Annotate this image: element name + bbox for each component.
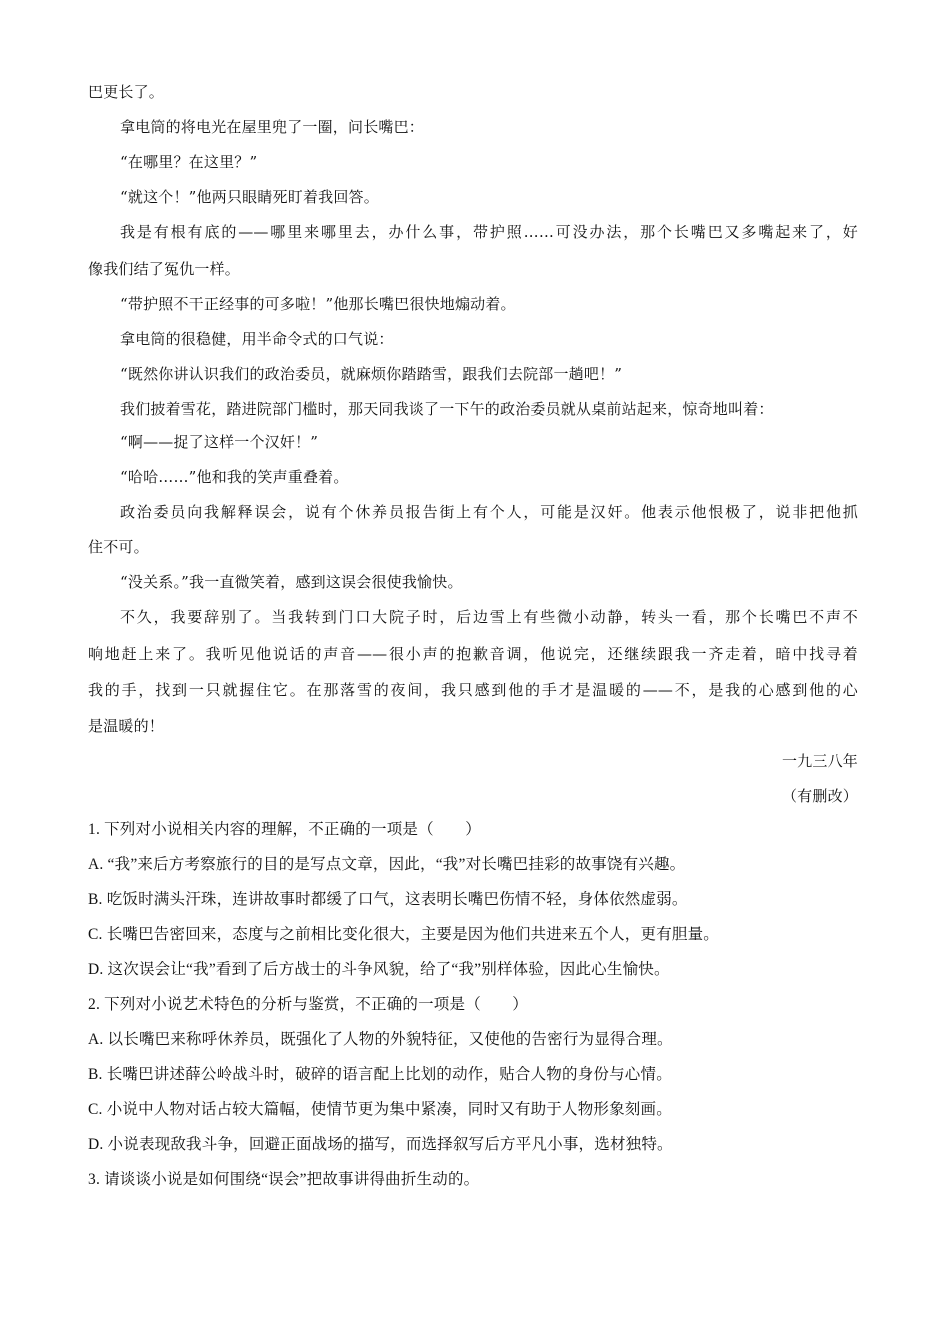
passage-line: 拿电筒的将电光在屋里兜了一圈，问长嘴巴：: [120, 118, 425, 136]
passage-line: 我们披着雪花，踏进院部门槛时，那天同我谈了一下午的政治委员就从桌前站起来，惊奇地叫着：: [120, 400, 774, 418]
passage-line: “没关系。”我一直微笑着，感到这误会很使我愉快。: [120, 573, 463, 591]
passage-line: 我的手，找到一只就握住它。在那落雪的夜间，我只感到他的手才是温暖的——不，是我的心感到他的心: [88, 681, 858, 699]
question-1-option-b: B. 吃饭时满头汗珠，连讲故事时都缓了口气，这表明长嘴巴伤情不轻，身体依然虚弱。: [88, 891, 688, 908]
passage-line: 巴更长了。: [88, 83, 165, 101]
passage-line: “啊——捉了这样一个汉奸！”: [120, 433, 319, 451]
passage-line: 响地赶上来了。我听见他说话的声音——很小声的抱歉音调，他说完，还继续跟我一齐走着，暗中找寻着: [88, 645, 858, 663]
question-2-option-b: B. 长嘴巴讲述薛公岭战斗时，破碎的语言配上比划的动作，贴合人物的身份与心情。: [88, 1066, 672, 1083]
passage-line: “就这个！”他两只眼睛死盯着我回答。: [120, 188, 379, 206]
passage-line: 像我们结了冤仇一样。: [88, 260, 241, 278]
passage-line: “既然你讲认识我们的政治委员，就麻烦你踏踏雪，跟我们去院部一趟吧！”: [120, 365, 623, 383]
passage-line: 我是有根有底的——哪里来哪里去，办什么事，带护照……可没办法，那个长嘴巴又多嘴起来了，好: [120, 223, 858, 241]
question-1-option-d: D. 这次误会让“我”看到了后方战士的斗争风貌，给了“我”别样体验，因此心生愉快。: [88, 961, 670, 978]
question-2-stem: 2. 下列对小说艺术特色的分析与鉴赏，不正确的一项是（ ）: [88, 996, 529, 1013]
question-1-stem: 1. 下列对小说相关内容的理解，不正确的一项是（ ）: [88, 821, 481, 838]
question-2-option-c: C. 小说中人物对话占较大篇幅，使情节更为集中紧凑，同时又有助于人物形象刻画。: [88, 1101, 672, 1118]
passage-source-note: （有删改）: [781, 787, 858, 805]
passage-line: 政治委员向我解释误会，说有个休养员报告街上有个人，可能是汉奸。他表示他恨极了，说非把他抓: [120, 503, 858, 521]
passage-line: 住不可。: [88, 538, 149, 556]
passage-line: “哈哈……”他和我的笑声重叠着。: [120, 468, 349, 486]
question-1-option-a: A. “我”来后方考察旅行的目的是写点文章，因此，“我”对长嘴巴挂彩的故事饶有兴趣。: [88, 856, 686, 873]
passage-line: “带护照不干正经事的可多啦！”他那长嘴巴很快地煽动着。: [120, 295, 516, 313]
passage-line: 不久，我要辞别了。当我转到门口大院子时，后边雪上有些微小动静，转头一看，那个长嘴巴不声不: [120, 608, 858, 626]
passage-line: 拿电筒的很稳健，用半命令式的口气说：: [120, 330, 394, 348]
question-1-option-c: C. 长嘴巴告密回来，态度与之前相比变化很大，主要是因为他们共进来五个人，更有胆量。: [88, 926, 719, 943]
passage-line: “在哪里？在这里？”: [120, 153, 258, 171]
question-2-option-d: D. 小说表现敌我斗争，回避正面战场的描写，而选择叙写后方平凡小事，选材独特。: [88, 1136, 673, 1153]
passage-date: 一九三八年: [781, 752, 858, 770]
question-2-option-a: A. 以长嘴巴来称呼休养员，既强化了人物的外貌特征，又使他的告密行为显得合理。: [88, 1031, 673, 1048]
passage-line: 是温暖的！: [88, 717, 165, 735]
question-3-stem: 3. 请谈谈小说是如何围绕“误会”把故事讲得曲折生动的。: [88, 1171, 480, 1188]
